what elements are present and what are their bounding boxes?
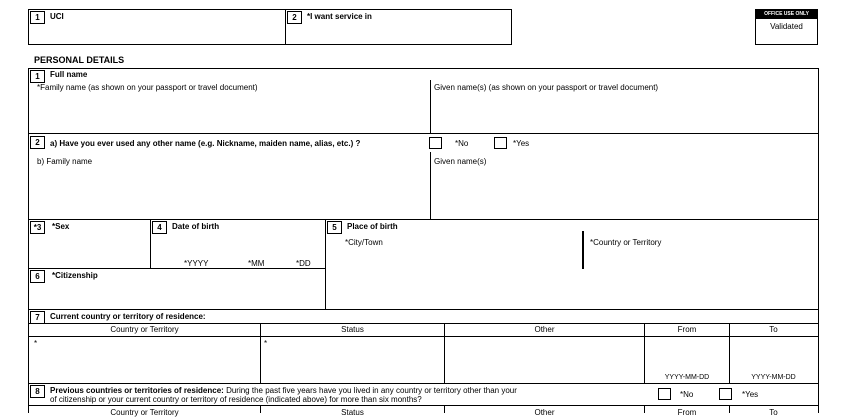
q7-country-field[interactable] bbox=[29, 337, 259, 382]
q5-country-label: *Country or Territory bbox=[590, 238, 662, 247]
section-title: PERSONAL DETAILS bbox=[34, 55, 125, 65]
q7-col-status: Status bbox=[341, 325, 364, 334]
q8-label-bold: Previous countries or territories of residence: bbox=[50, 386, 224, 395]
q3-label: *Sex bbox=[52, 222, 70, 231]
q8-col-from: From bbox=[677, 408, 697, 417]
q7-row-mark-2: * bbox=[264, 339, 268, 348]
q8-yes-label: *Yes bbox=[742, 390, 759, 399]
q7-to-field[interactable] bbox=[730, 337, 817, 374]
q4-yyyy-label: *YYYY bbox=[184, 259, 209, 268]
q8-label-rest: During the past five years have you lived in any country or territory other than your bbox=[223, 386, 517, 395]
uci-label: UCI bbox=[50, 12, 64, 21]
q7-col-country: Country or Territory bbox=[110, 325, 179, 334]
uci-number: 1 bbox=[30, 11, 45, 24]
q2-question: a) Have you ever used any other name (e.g. Nickname, maiden name, alias, etc.) ? bbox=[50, 139, 361, 148]
q7-other-field[interactable] bbox=[445, 337, 643, 382]
q7-status-field[interactable] bbox=[261, 337, 443, 382]
q2-yes-checkbox[interactable] bbox=[494, 137, 507, 149]
q7-to-format: YYYY-MM-DD bbox=[751, 374, 796, 381]
service-number: 2 bbox=[287, 11, 302, 24]
q8-no-checkbox[interactable] bbox=[658, 388, 671, 400]
q2-family-field[interactable] bbox=[29, 168, 429, 218]
q1-family-field[interactable] bbox=[29, 94, 429, 132]
q6-label: *Citizenship bbox=[52, 271, 98, 280]
q7-col-to: To bbox=[769, 325, 778, 334]
q7-from-field[interactable] bbox=[645, 337, 728, 374]
q7-col-other: Other bbox=[534, 325, 555, 334]
q1-number: 1 bbox=[30, 70, 45, 83]
q8-number: 8 bbox=[30, 385, 45, 398]
q4-dd-label: *DD bbox=[296, 259, 311, 268]
q5-number: 5 bbox=[327, 221, 342, 234]
uci-box[interactable] bbox=[28, 9, 286, 45]
q8-col-country: Country or Territory bbox=[110, 408, 179, 417]
q3-sex-field[interactable] bbox=[29, 236, 149, 268]
q7-col-from: From bbox=[677, 325, 697, 334]
q2-family-label: b) Family name bbox=[37, 157, 93, 166]
q5-country-field[interactable] bbox=[586, 248, 817, 268]
office-use-header: OFFICE USE ONLY bbox=[756, 10, 817, 19]
q8-col-to: To bbox=[769, 408, 778, 417]
q3-number: *3 bbox=[30, 221, 45, 234]
service-label: *I want service in bbox=[307, 12, 372, 21]
q8-col-other: Other bbox=[534, 408, 555, 417]
q7-number: 7 bbox=[30, 311, 45, 324]
q7-row-mark-1: * bbox=[34, 339, 38, 348]
q1-title: Full name bbox=[50, 70, 88, 79]
q4-number: 4 bbox=[152, 221, 167, 234]
q8-label-line2: of citizenship or your current country or territory of residence (indicated above) for more than six months? bbox=[50, 395, 422, 404]
q6-citizenship-field[interactable] bbox=[29, 284, 324, 309]
q2-yes-label: *Yes bbox=[513, 139, 530, 148]
q1-family-label: *Family name (as shown on your passport or travel document) bbox=[37, 83, 258, 92]
q4-label: Date of birth bbox=[172, 222, 220, 231]
validated-label: Validated bbox=[770, 22, 803, 31]
q4-mm-label: *MM bbox=[248, 259, 265, 268]
q7-label: Current country or territory of residence: bbox=[50, 312, 206, 321]
q2-given-field[interactable] bbox=[431, 168, 817, 218]
q8-yes-checkbox[interactable] bbox=[719, 388, 732, 400]
q6-number: 6 bbox=[30, 270, 45, 283]
q2-no-checkbox[interactable] bbox=[429, 137, 442, 149]
q5-label: Place of birth bbox=[347, 222, 398, 231]
q8-col-status: Status bbox=[341, 408, 364, 417]
q2-given-label: Given name(s) bbox=[434, 157, 487, 166]
q2-number: 2 bbox=[30, 136, 45, 149]
q5-city-label: *City/Town bbox=[345, 238, 383, 247]
q1-given-label: Given name(s) (as shown on your passport or travel document) bbox=[434, 83, 659, 92]
q7-from-format: YYYY-MM-DD bbox=[664, 374, 710, 381]
q4-dob-field[interactable] bbox=[151, 236, 324, 258]
q1-given-field[interactable] bbox=[431, 94, 817, 132]
q5-city-field[interactable] bbox=[326, 248, 582, 268]
q8-no-label: *No bbox=[680, 390, 694, 399]
q2-no-label: *No bbox=[455, 139, 469, 148]
